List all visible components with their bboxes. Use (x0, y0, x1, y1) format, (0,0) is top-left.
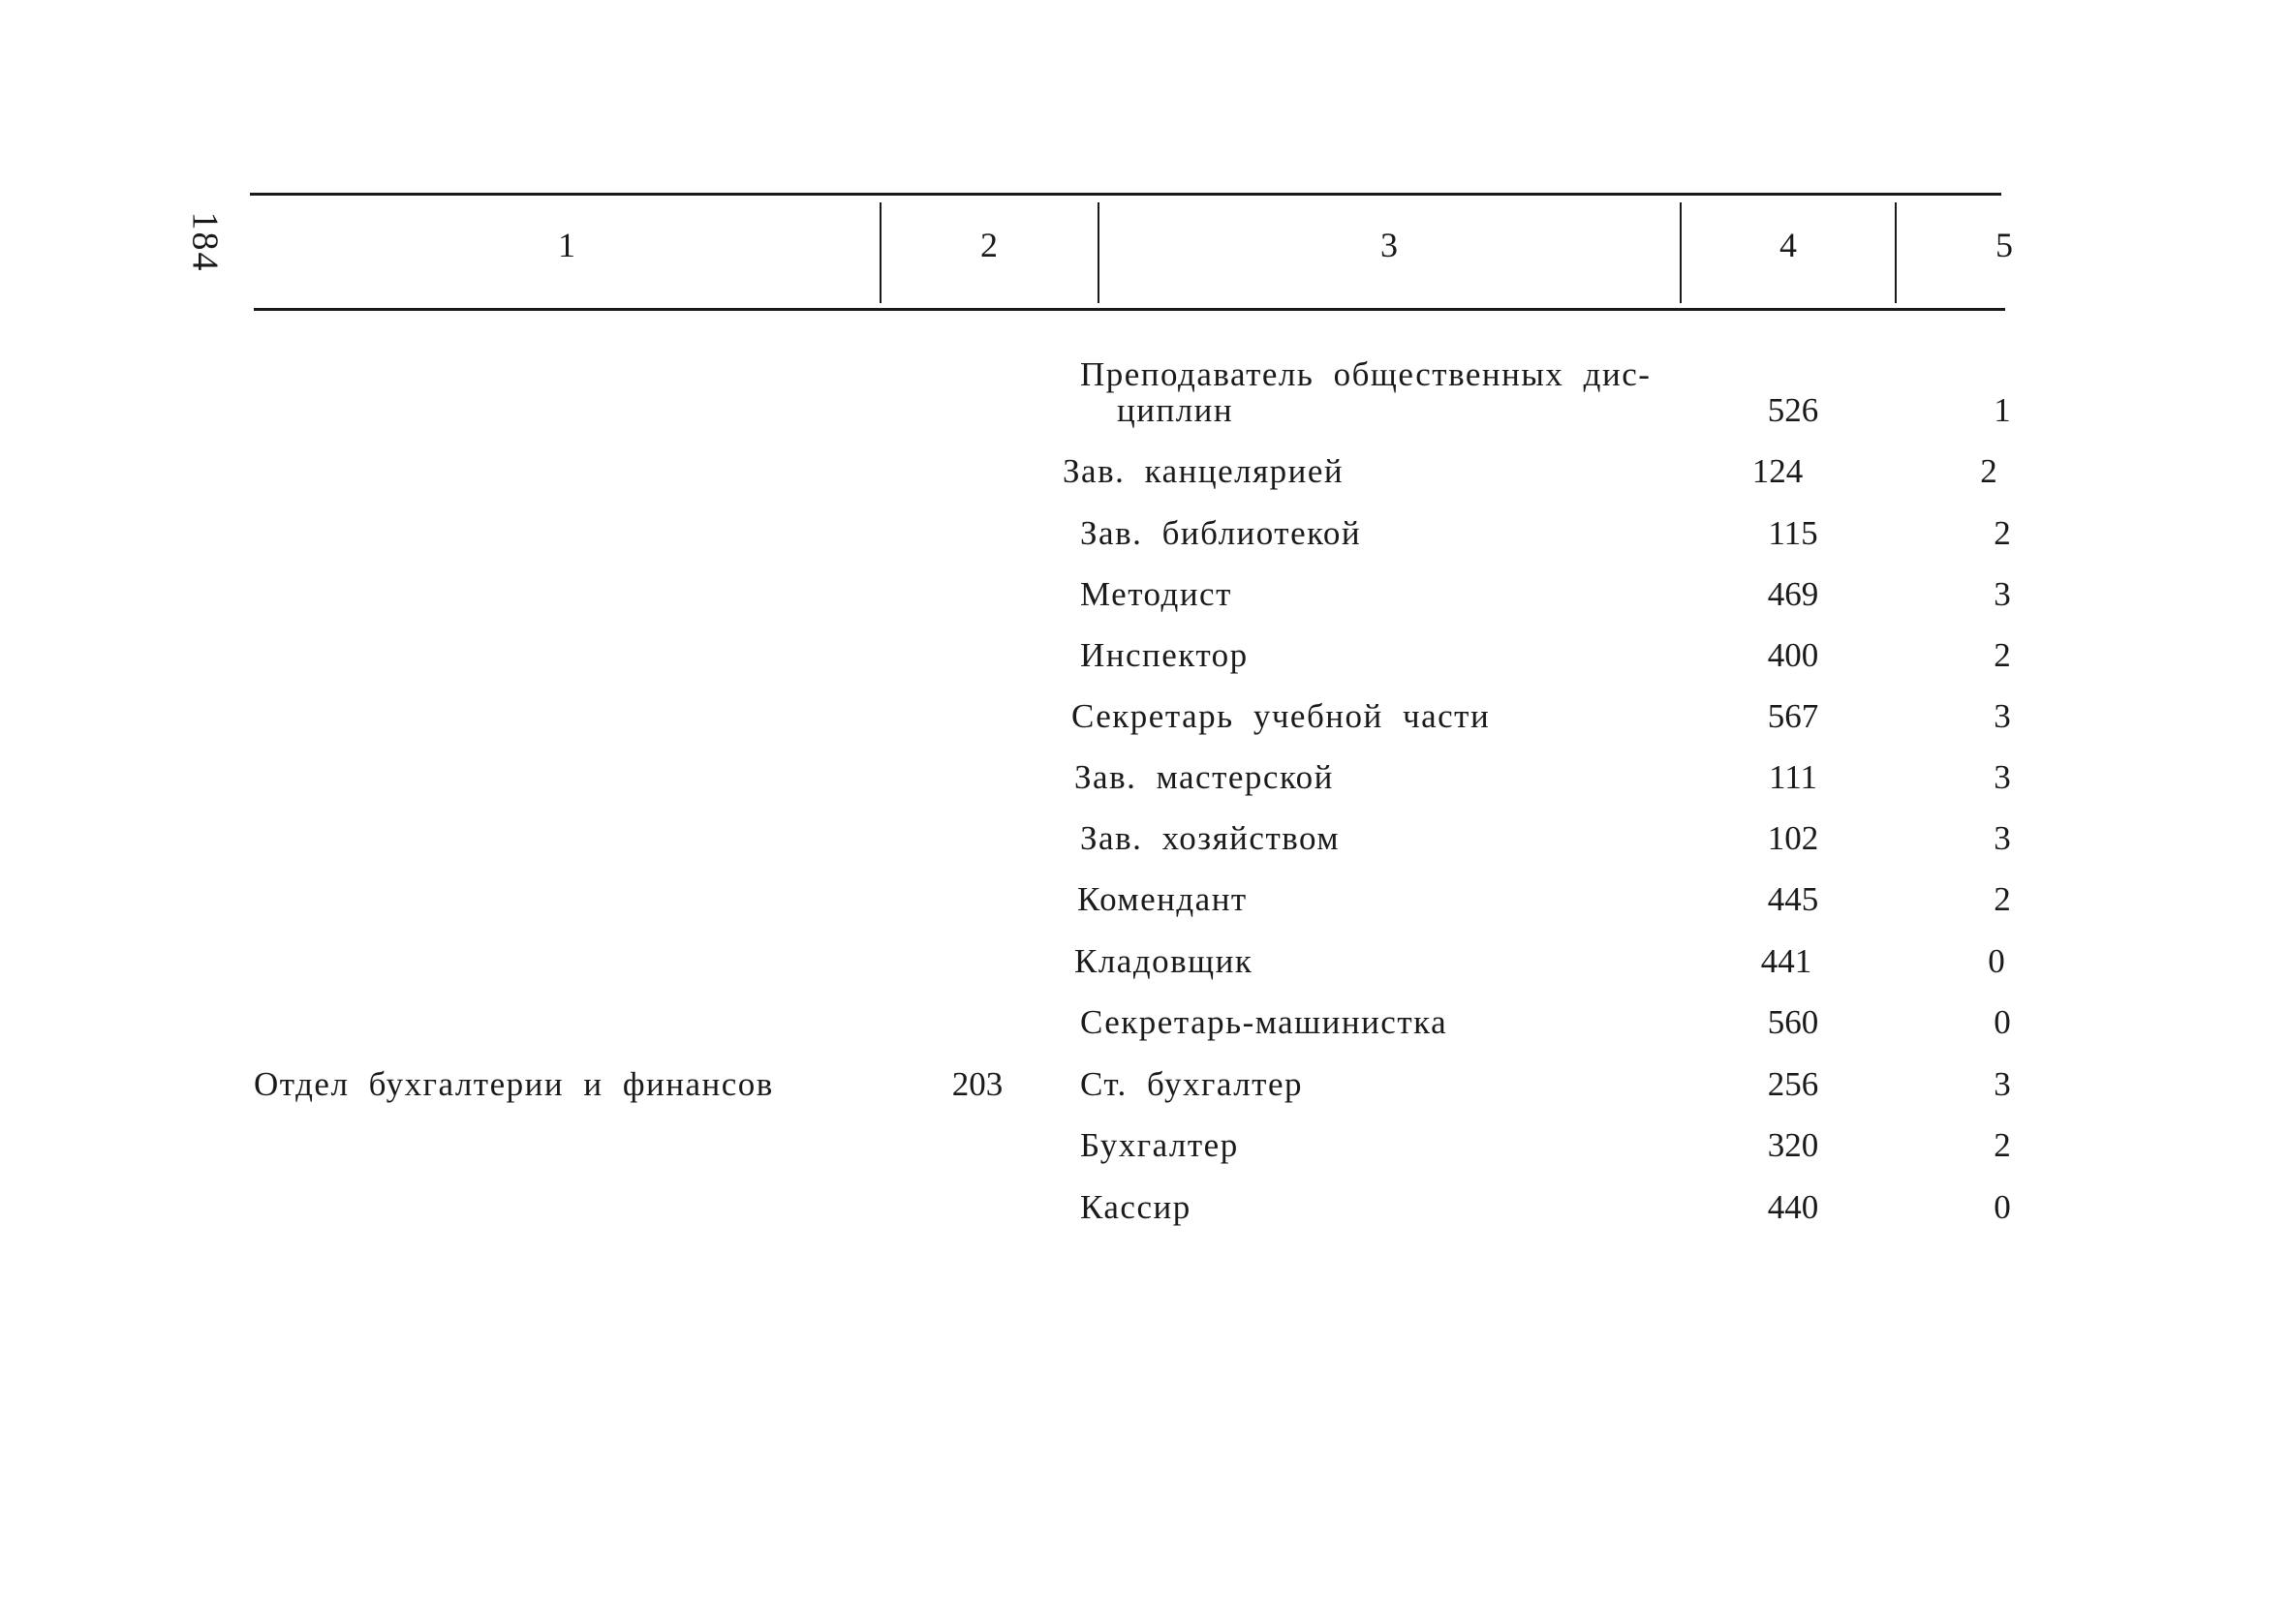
position-value: 0 (1994, 1003, 2011, 1041)
position-value: 2 (1994, 1126, 2011, 1164)
position-code: 445 (1767, 880, 1819, 918)
position-name: Секретарь-машинистка (1080, 1003, 1448, 1041)
position-value: 3 (1994, 575, 2011, 613)
header-separator-4 (1895, 202, 1897, 303)
position-code: 526 (1767, 391, 1819, 429)
position-name: Кассир (1080, 1188, 1191, 1226)
position-code: 441 (1760, 942, 1812, 980)
position-value: 2 (1994, 636, 2011, 674)
department-code: 203 (951, 1065, 1004, 1103)
position-value: 3 (1994, 1065, 2011, 1103)
position-name: Зав. хозяйством (1080, 819, 1341, 857)
position-name: Зав. канцелярией (1063, 452, 1345, 490)
position-value: 2 (1980, 452, 1997, 490)
position-code: 560 (1767, 1003, 1819, 1041)
header-top-rule (250, 193, 2001, 196)
position-name: Преподаватель общественных дис- (1080, 355, 1652, 393)
position-name: Ст. бухгалтер (1080, 1065, 1304, 1103)
header-col-5: 5 (1995, 226, 2013, 264)
position-name-continued: циплин (1117, 391, 1234, 429)
position-code: 256 (1767, 1065, 1819, 1103)
position-value: 0 (1988, 942, 2005, 980)
position-code: 115 (1768, 514, 1818, 552)
header-separator-3 (1680, 202, 1682, 303)
position-name: Бухгалтер (1080, 1126, 1239, 1164)
position-value: 2 (1994, 880, 2011, 918)
position-name: Инспектор (1080, 636, 1249, 674)
position-code: 124 (1751, 452, 1804, 490)
position-value: 3 (1994, 819, 2011, 857)
position-code: 469 (1767, 575, 1819, 613)
position-name: Секретарь учебной части (1071, 697, 1491, 735)
position-name: Кладовщик (1074, 942, 1253, 980)
position-name: Комендант (1077, 880, 1248, 918)
position-code: 440 (1767, 1188, 1819, 1226)
header-col-2: 2 (980, 226, 998, 264)
position-value: 0 (1994, 1188, 2011, 1226)
header-bottom-rule (254, 308, 2005, 311)
position-code: 567 (1767, 697, 1819, 735)
position-name: Методист (1080, 575, 1232, 613)
header-separator-2 (1098, 202, 1099, 303)
header-separator-1 (880, 202, 882, 303)
position-code: 320 (1767, 1126, 1819, 1164)
header-col-4: 4 (1779, 226, 1797, 264)
position-code: 111 (1769, 758, 1817, 796)
position-value: 2 (1994, 514, 2011, 552)
header-col-1: 1 (558, 226, 575, 264)
position-value: 3 (1994, 758, 2011, 796)
position-value: 3 (1994, 697, 2011, 735)
page-number: 184 (184, 211, 226, 273)
position-code: 400 (1767, 636, 1819, 674)
position-code: 102 (1767, 819, 1819, 857)
position-value: 1 (1994, 391, 2011, 429)
position-name: Зав. библиотекой (1080, 514, 1362, 552)
position-name: Зав. мастерской (1074, 758, 1334, 796)
header-col-3: 3 (1380, 226, 1398, 264)
department-name: Отдел бухгалтерии и финансов (254, 1065, 774, 1103)
